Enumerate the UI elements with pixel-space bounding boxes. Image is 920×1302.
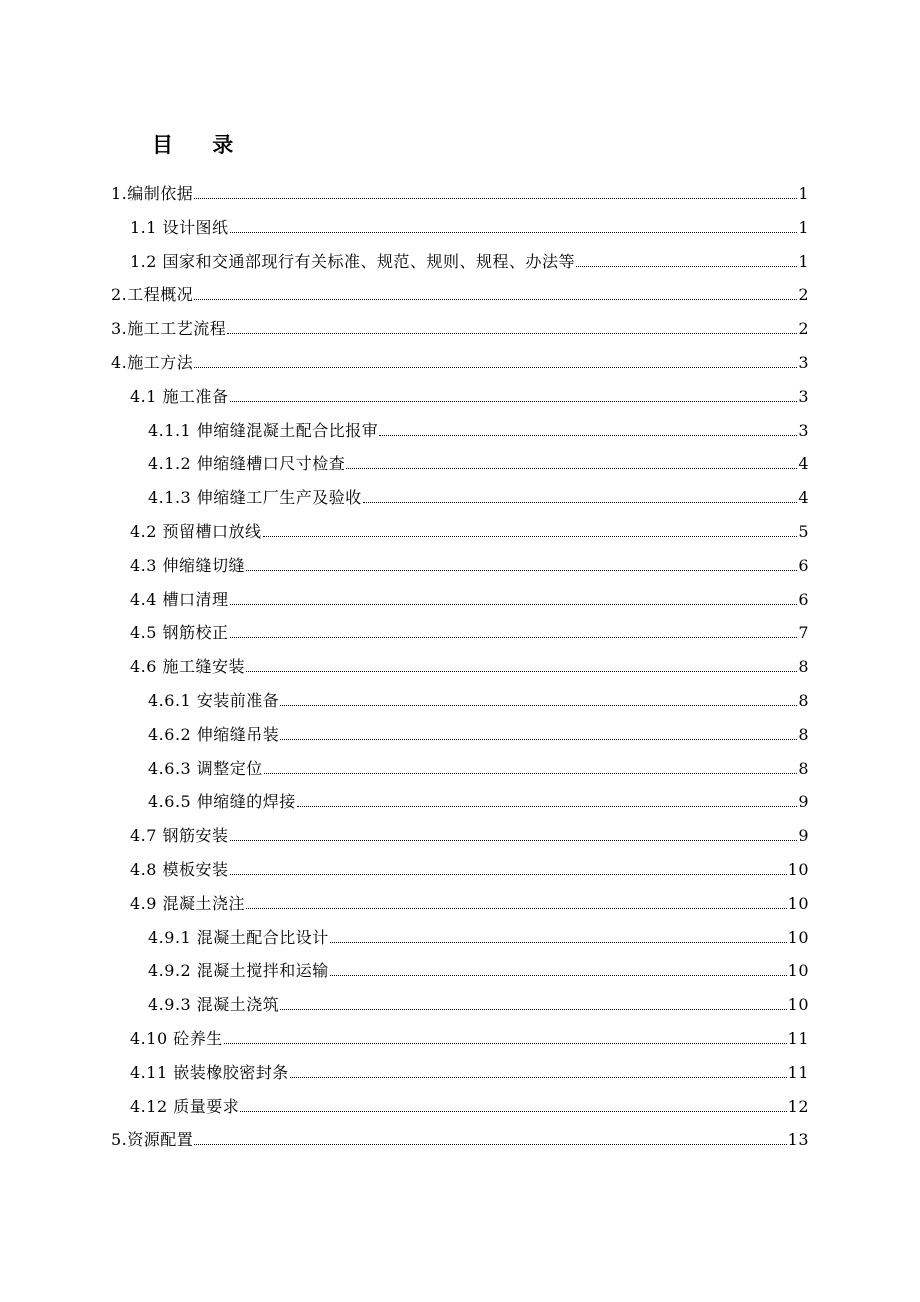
toc-entry-title: 4.2 预留槽口放线 xyxy=(130,522,262,541)
toc-entry[interactable] xyxy=(148,685,809,711)
toc-entry[interactable] xyxy=(130,246,809,272)
toc-dot-leader xyxy=(230,604,798,605)
toc-entry-title: 4.1 施工准备 xyxy=(130,387,229,406)
toc-entry-title: 4.9.1 混凝土配合比设计 xyxy=(148,928,329,947)
toc-dot-leader xyxy=(194,367,797,368)
toc-title: 目 录 xyxy=(152,132,250,157)
toc-entry[interactable] xyxy=(111,279,809,305)
toc-entry[interactable] xyxy=(130,651,809,677)
toc-entry[interactable] xyxy=(111,313,809,339)
toc-entry[interactable] xyxy=(130,381,809,407)
toc-entry-title: 5.资源配置 xyxy=(111,1130,194,1149)
toc-page-number: 6 xyxy=(798,556,809,575)
toc-entry[interactable] xyxy=(111,347,809,373)
toc-dot-leader xyxy=(330,942,787,943)
toc-entry[interactable] xyxy=(130,888,809,914)
toc-dot-leader xyxy=(379,435,797,436)
toc-dot-leader xyxy=(224,1043,787,1044)
toc-dot-leader xyxy=(264,773,798,774)
toc-dot-leader xyxy=(230,637,798,638)
toc-entry-title: 4.6.5 伸缩缝的焊接 xyxy=(148,792,296,811)
toc-dot-leader xyxy=(194,1144,786,1145)
toc-entry-title: 4.1.3 伸缩缝工厂生产及验收 xyxy=(148,488,362,507)
toc-entry[interactable] xyxy=(130,1023,809,1049)
toc-page-number: 8 xyxy=(798,657,809,676)
toc-entry[interactable] xyxy=(148,448,809,474)
toc-page-number: 5 xyxy=(798,522,809,541)
toc-entry-title: 4.10 砼养生 xyxy=(130,1029,223,1048)
toc-entry[interactable] xyxy=(130,1091,809,1117)
toc-page-number: 7 xyxy=(798,623,809,642)
toc-dot-leader xyxy=(330,975,787,976)
toc-entry[interactable] xyxy=(130,617,809,643)
toc-entry-title: 4.8 模板安装 xyxy=(130,860,229,879)
toc-page-number: 11 xyxy=(787,1063,809,1082)
toc-entry-title: 4.1.1 伸缩缝混凝土配合比报审 xyxy=(148,421,379,440)
toc-page-number: 11 xyxy=(787,1029,809,1048)
toc-entry-title: 4.施工方法 xyxy=(111,353,194,372)
toc-entry[interactable] xyxy=(130,854,809,880)
toc-dot-leader xyxy=(297,806,798,807)
toc-dot-leader xyxy=(230,840,798,841)
toc-dot-leader xyxy=(246,570,797,571)
toc-page-number: 6 xyxy=(798,590,809,609)
toc-entry-title: 1.1 设计图纸 xyxy=(130,218,229,237)
toc-entry[interactable] xyxy=(130,550,809,576)
toc-entry-title: 4.11 嵌装橡胶密封条 xyxy=(130,1063,289,1082)
toc-entry[interactable] xyxy=(148,922,809,948)
toc-page-number: 4 xyxy=(798,454,809,473)
toc-page-number: 2 xyxy=(798,285,809,304)
toc-dot-leader xyxy=(230,874,787,875)
toc-entry[interactable] xyxy=(148,719,809,745)
toc-page-number: 8 xyxy=(798,759,809,778)
toc-entry[interactable] xyxy=(130,1057,809,1083)
toc-entry-title: 4.4 槽口清理 xyxy=(130,590,229,609)
toc-entry[interactable] xyxy=(130,212,809,238)
toc-page-number: 10 xyxy=(787,961,809,980)
toc-entry-title: 4.7 钢筋安装 xyxy=(130,826,229,845)
toc-entry-title: 2.工程概况 xyxy=(111,285,194,304)
toc-page-number: 10 xyxy=(787,860,809,879)
toc-dot-leader xyxy=(246,908,787,909)
toc-page-number: 13 xyxy=(787,1130,809,1149)
toc-entry-title: 4.1.2 伸缩缝槽口尺寸检查 xyxy=(148,454,346,473)
toc-entry-title: 4.5 钢筋校正 xyxy=(130,623,229,642)
toc-entry-title: 4.6.1 安装前准备 xyxy=(148,691,280,710)
toc-page-number: 12 xyxy=(787,1097,809,1116)
toc-dot-leader xyxy=(363,502,798,503)
toc-dot-leader xyxy=(230,401,798,402)
toc-entry-title: 4.3 伸缩缝切缝 xyxy=(130,556,246,575)
toc-entry[interactable] xyxy=(148,415,809,441)
toc-entry[interactable] xyxy=(111,178,809,204)
toc-entry[interactable] xyxy=(148,989,809,1015)
toc-dot-leader xyxy=(227,333,797,334)
toc-entry-title: 4.6.2 伸缩缝吊装 xyxy=(148,725,280,744)
toc-dot-leader xyxy=(346,468,797,469)
toc-entry-title: 4.6.3 调整定位 xyxy=(148,759,263,778)
toc-dot-leader xyxy=(194,198,797,199)
toc-dot-leader xyxy=(576,266,797,267)
toc-entry[interactable] xyxy=(130,584,809,610)
toc-dot-leader xyxy=(240,1111,786,1112)
toc-entry-title: 4.9.2 混凝土搅拌和运输 xyxy=(148,961,329,980)
toc-page-number: 1 xyxy=(798,218,809,237)
toc-dot-leader xyxy=(280,1009,786,1010)
toc-entry-title: 1.2 国家和交通部现行有关标准、规范、规则、规程、办法等 xyxy=(130,252,576,271)
toc-page-number: 9 xyxy=(798,792,809,811)
toc-dot-leader xyxy=(230,232,798,233)
toc-page-number: 10 xyxy=(787,995,809,1014)
toc-page-number: 1 xyxy=(798,252,809,271)
toc-page-number: 3 xyxy=(798,421,809,440)
toc-entry-title: 4.9 混凝土浇注 xyxy=(130,894,246,913)
toc-page-number: 1 xyxy=(798,184,809,203)
toc-dot-leader xyxy=(246,671,797,672)
toc-page-number: 8 xyxy=(798,691,809,710)
toc-entry[interactable] xyxy=(130,820,809,846)
toc-page-number: 10 xyxy=(787,894,809,913)
toc-page-number: 8 xyxy=(798,725,809,744)
toc-dot-leader xyxy=(263,536,798,537)
toc-entry[interactable] xyxy=(130,516,809,542)
toc-entry[interactable] xyxy=(148,955,809,981)
toc-dot-leader xyxy=(290,1077,787,1078)
toc-dot-leader xyxy=(280,739,797,740)
toc-page-number: 2 xyxy=(798,319,809,338)
toc-entry-title: 4.6 施工缝安装 xyxy=(130,657,246,676)
toc-entry-title: 4.9.3 混凝土浇筑 xyxy=(148,995,280,1014)
toc-entry-title: 3.施工工艺流程 xyxy=(111,319,227,338)
toc-entry[interactable] xyxy=(148,482,809,508)
toc-dot-leader xyxy=(280,705,797,706)
toc-entry-title: 1.编制依据 xyxy=(111,184,194,203)
toc-page-number: 4 xyxy=(798,488,809,507)
toc-page-number: 9 xyxy=(798,826,809,845)
toc-page-number: 10 xyxy=(787,928,809,947)
toc-page-number: 3 xyxy=(798,387,809,406)
toc-dot-leader xyxy=(194,299,797,300)
toc-entry[interactable] xyxy=(148,786,809,812)
toc-entry[interactable] xyxy=(111,1124,809,1150)
toc-entry[interactable] xyxy=(148,753,809,779)
toc-page-number: 3 xyxy=(798,353,809,372)
toc-entry-title: 4.12 质量要求 xyxy=(130,1097,240,1116)
